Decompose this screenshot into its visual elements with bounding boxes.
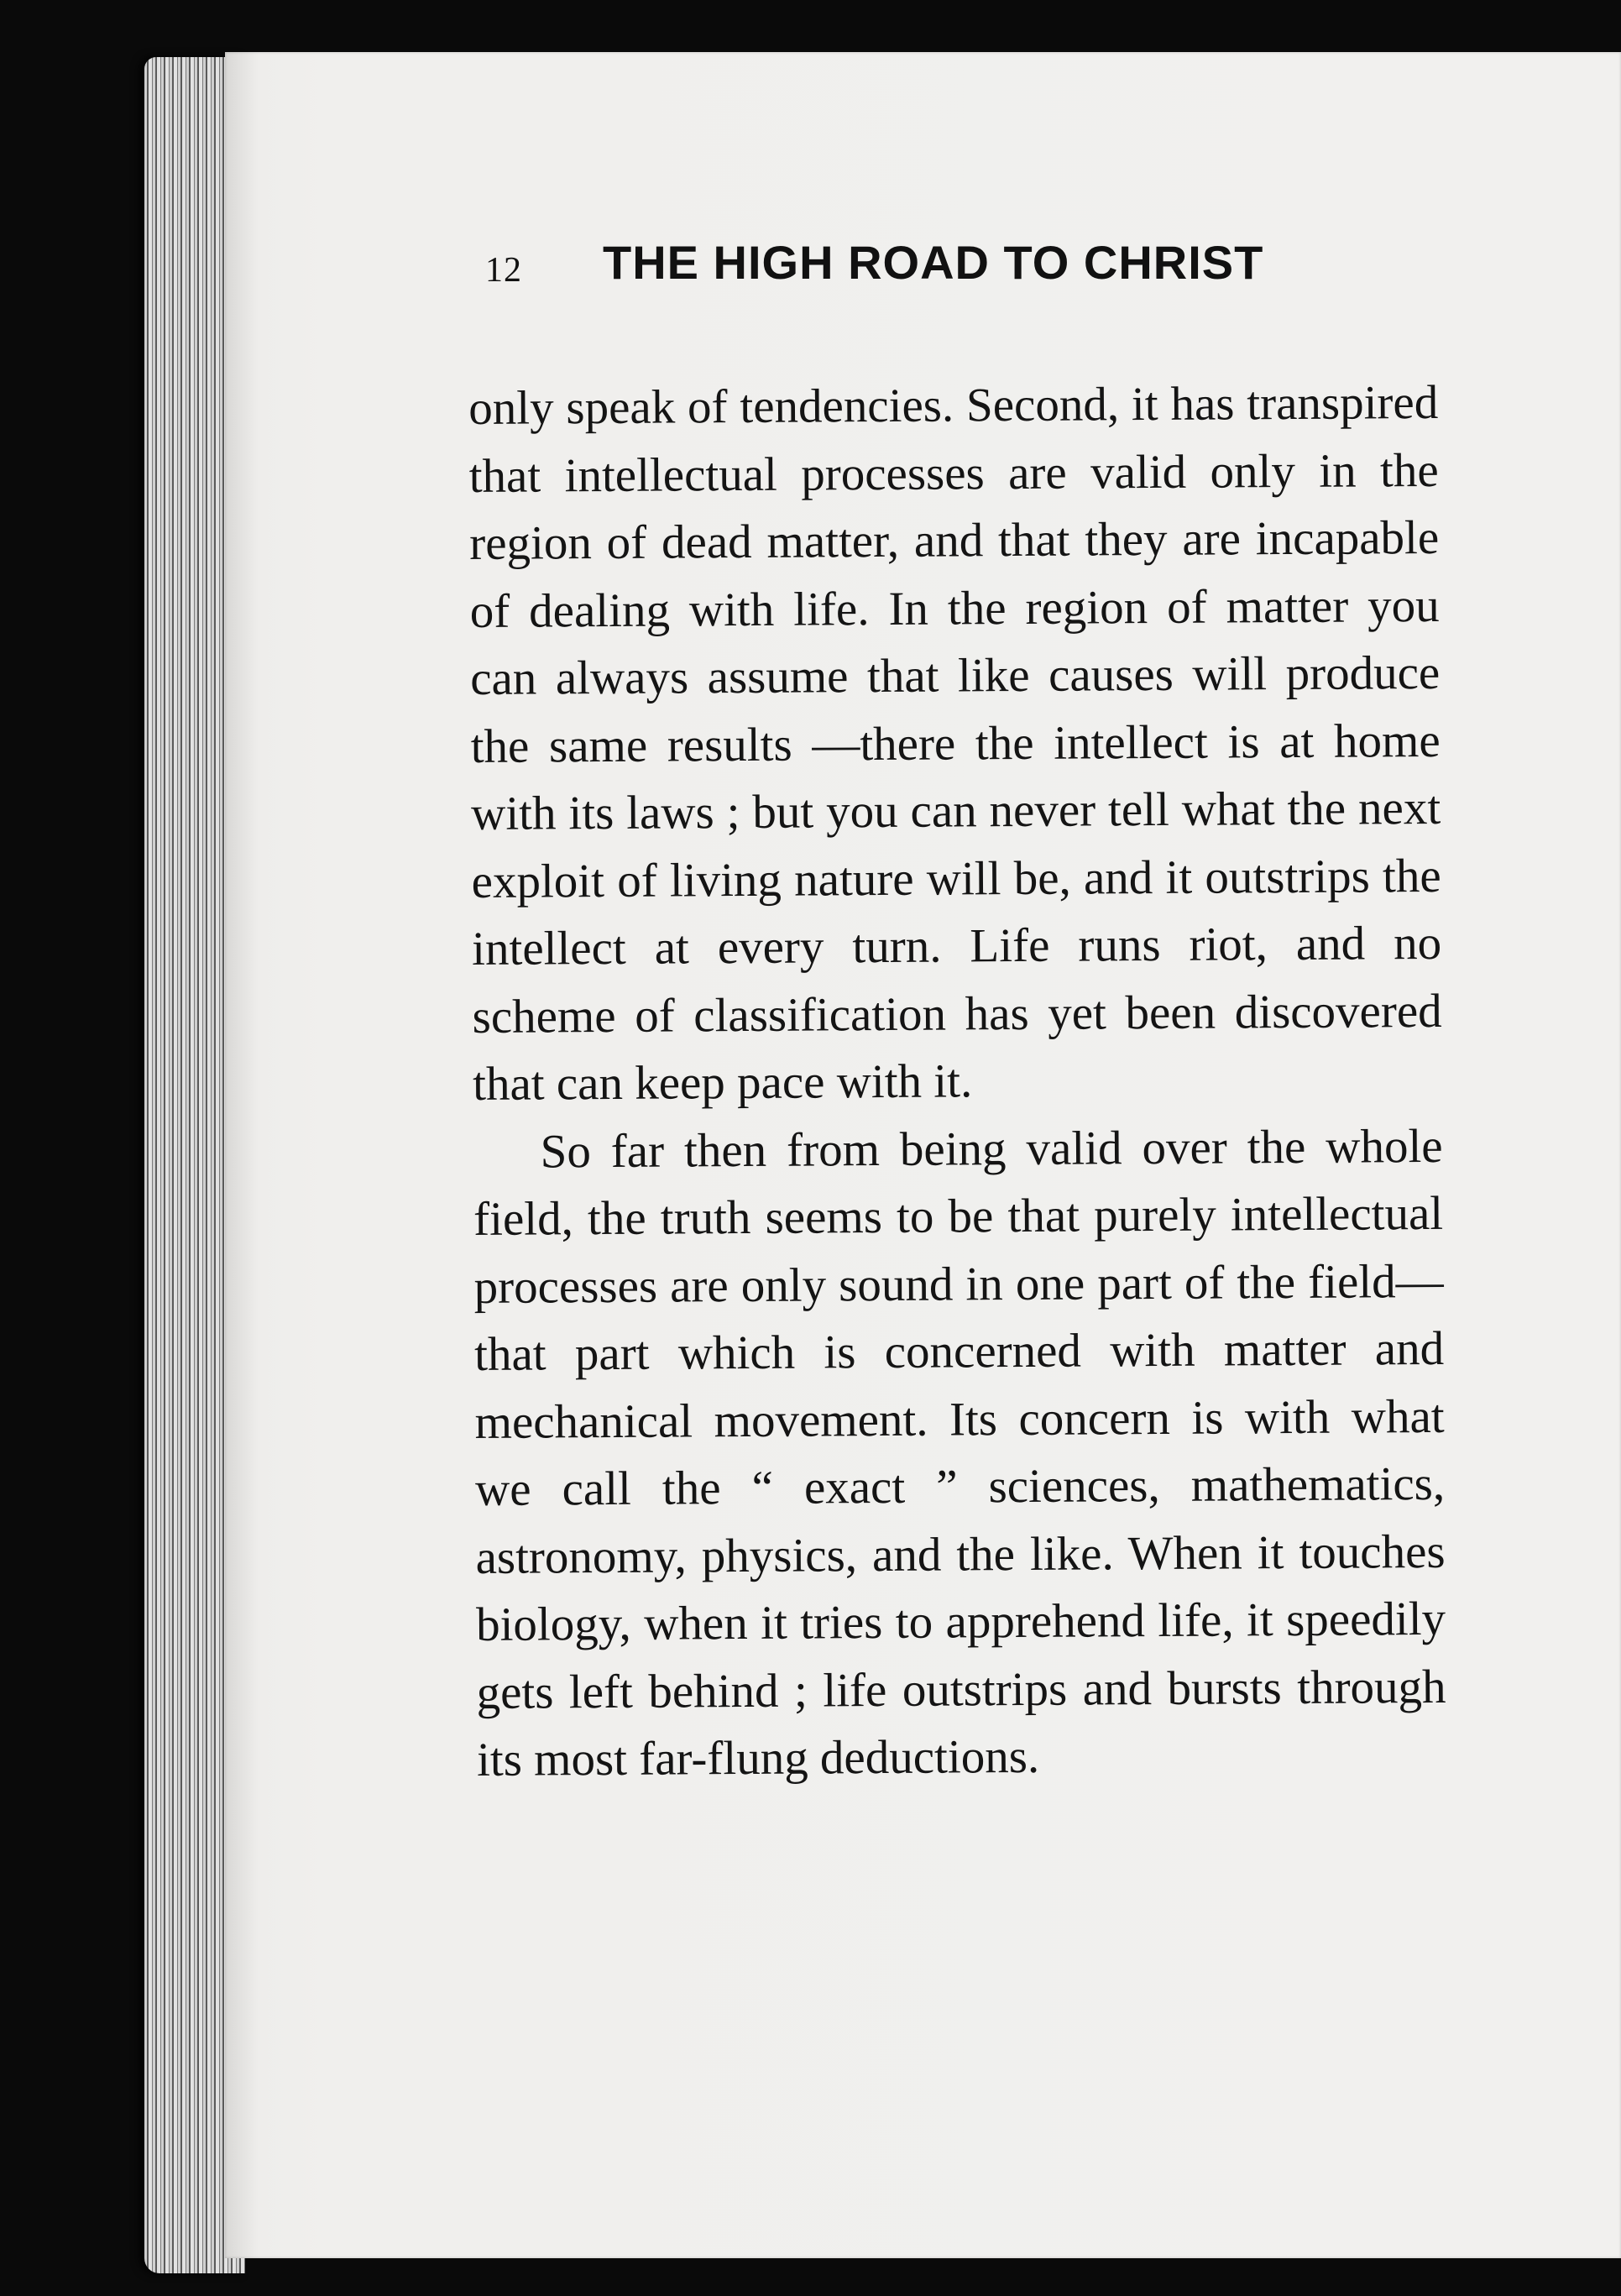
page-header — [485, 235, 1585, 311]
running-title: THE HIGH ROAD TO CHRIST — [603, 236, 1264, 289]
page-sheet — [225, 52, 1621, 2258]
paragraph: only speak of tendencies. Second, it has transpired that intellectual processes are valid only in the region of dead matter, and that they are incapable of dealing with life. In the region of matter you can always assume that like causes will produce the same results —there the intellect is at home with its laws ; but you can never tell what the next exploit of living nature will be, and it outstrips the intellect at every turn. Life runs riot, and no scheme of classification has yet been discovered that can keep pace with it. — [468, 375, 1442, 1111]
paragraph: So far then from being valid over the whole field, the truth seems to be that purely intellectual processes are only sound in one part of the field—that part which is concerned with matter and mechanical movement. Its concern is with what we call the “ exact ” sciences, mathematics, astronomy, physics, and the like. When it touches biology, when it tries to apprehend life, it speedily gets left behind ; life outstrips and bursts through its most far-flung deductions. — [473, 1119, 1446, 1786]
body-text — [468, 369, 1446, 1795]
page-number: 12 — [485, 251, 522, 290]
